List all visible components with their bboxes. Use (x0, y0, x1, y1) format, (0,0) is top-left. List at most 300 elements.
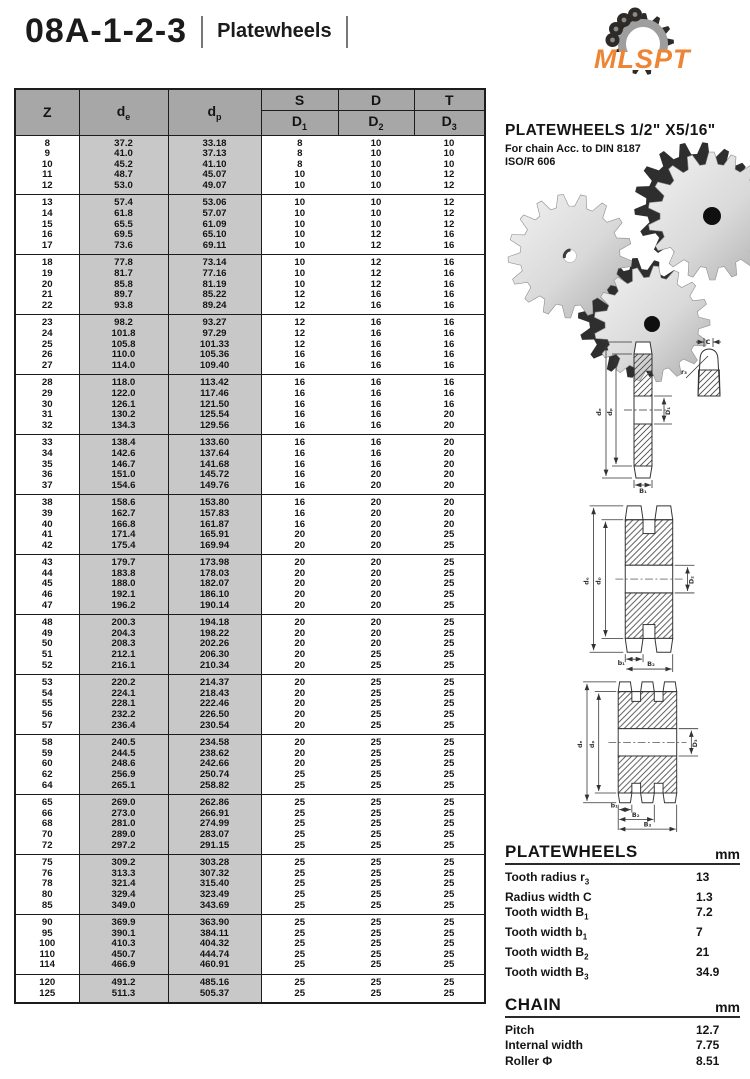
table-cell: 20 (370, 518, 382, 530)
table-cell: 154.6 (79, 481, 168, 495)
table-cell: 10 (294, 257, 306, 269)
table-cell: 369.9 (79, 915, 168, 929)
table-cell: 16 (370, 398, 382, 410)
table-cell: 165.91 (168, 530, 261, 541)
table-cell: 109.40 (168, 361, 261, 375)
table-row (15, 841, 485, 855)
table-cell: 25 (443, 867, 455, 879)
table-cell: 25 (370, 719, 382, 731)
dim-label-b2: B₂ (647, 660, 655, 669)
table-cell: 16 (294, 377, 306, 389)
product-subtitle-1: For chain Acc. to DIN 8187 (505, 143, 641, 155)
table-cell: 25 (443, 899, 455, 911)
table-cell: 196.2 (79, 601, 168, 615)
table-cell: 20 (443, 419, 455, 431)
table-group (15, 315, 485, 375)
table-cell: 16 (443, 289, 455, 301)
table-row (15, 819, 485, 830)
spec-unit: mm (715, 998, 740, 1015)
table-cell: 321.4 (79, 879, 168, 890)
dim-label-dp: dₚ (588, 740, 596, 749)
table-row (15, 855, 485, 869)
dim-label-r3: r₃ (680, 368, 688, 376)
table-cell: 57.4 (79, 195, 168, 209)
dim-label-b1: b₁ (617, 659, 625, 668)
table-row (15, 449, 485, 460)
table-cell: 25 (370, 698, 382, 710)
table-cell: 73.6 (79, 241, 168, 255)
table-cell: 25 (443, 627, 455, 639)
table-row (15, 661, 485, 675)
table-cell: 20 (294, 659, 306, 671)
table-cell: 212.1 (79, 650, 168, 661)
table-cell: 460.91 (168, 960, 261, 974)
table-cell: 138.4 (79, 435, 168, 449)
table-cell: 105.36 (168, 350, 261, 361)
table-cell: 16 (443, 268, 455, 280)
table-cell: 10 (294, 208, 306, 220)
spec-row (505, 965, 740, 985)
table-cell: 307.32 (168, 869, 261, 880)
table-cell: 161.87 (168, 520, 261, 531)
table-cell: 8 (297, 158, 303, 170)
table-cell: 48.7 (79, 170, 168, 181)
table-cell: 236.4 (79, 721, 168, 735)
table-cell: 20 (370, 638, 382, 650)
table-cell: 228.1 (79, 699, 168, 710)
table-cell: 122.0 (79, 389, 168, 400)
table-cell: 16 (294, 387, 306, 399)
table-row (15, 280, 485, 291)
table-cell: 390.1 (79, 929, 168, 940)
dim-label-d3: D₃ (692, 739, 700, 748)
table-row (15, 950, 485, 961)
table-cell: 222.46 (168, 699, 261, 710)
table-row (15, 160, 485, 171)
table-row (15, 470, 485, 481)
table-cell: 20 (294, 758, 306, 770)
table-row (15, 890, 485, 901)
table-row (15, 195, 485, 209)
table-cell: 248.6 (79, 759, 168, 770)
table-cell: 117.46 (168, 389, 261, 400)
table-cell: 52 (15, 661, 79, 675)
table-cell: 101.8 (79, 329, 168, 340)
table-row (15, 735, 485, 749)
table-row (15, 301, 485, 315)
table-row (15, 410, 485, 421)
table-row (15, 269, 485, 280)
table-cell: 55 (15, 699, 79, 710)
table-cell: 50 (15, 639, 79, 650)
table-cell: 12 (294, 289, 306, 301)
table-cell: 25 (370, 768, 382, 780)
table-group (15, 435, 485, 495)
table-cell: 120 (15, 975, 79, 989)
table-cell: 68 (15, 819, 79, 830)
table-cell: 42 (15, 541, 79, 555)
table-cell: 20 (294, 737, 306, 749)
table-cell: 20 (443, 479, 455, 491)
product-title: PLATEWHEELS 1/2" X5/16" (505, 122, 716, 139)
table-cell: 25 (443, 977, 455, 989)
table-row (15, 929, 485, 940)
table-cell: 25 (443, 659, 455, 671)
spec-unit: mm (715, 846, 740, 862)
spec-row (505, 1038, 740, 1054)
table-cell: 25 (443, 888, 455, 900)
table-cell: 57.07 (168, 209, 261, 220)
table-cell: 262.86 (168, 795, 261, 809)
table-cell: 130.2 (79, 410, 168, 421)
table-cell: 45 (15, 579, 79, 590)
table-cell: 65.10 (168, 230, 261, 241)
table-cell: 182.07 (168, 579, 261, 590)
table-cell: 75 (15, 855, 79, 869)
table-cell: 12 (370, 257, 382, 269)
table-row (15, 389, 485, 400)
table-row (15, 361, 485, 375)
table-row (15, 541, 485, 555)
table-cell: 25 (443, 768, 455, 780)
table-row (15, 350, 485, 361)
table-cell: 190.14 (168, 601, 261, 615)
col-header-d3: $D_3$ (414, 110, 485, 135)
table-cell: 25 (443, 927, 455, 939)
table-cell: 25 (370, 828, 382, 840)
table-cell: 20 (443, 469, 455, 481)
table-cell: 343.69 (168, 901, 261, 915)
divider (346, 16, 348, 48)
table-cell: 58 (15, 735, 79, 749)
table-row (15, 879, 485, 890)
spec-value: 13 (696, 870, 710, 884)
dim-label-b1: B₁ (639, 487, 647, 495)
table-cell: 10 (443, 158, 455, 170)
table-cell: 39 (15, 509, 79, 520)
table-cell: 59 (15, 749, 79, 760)
table-cell: 30 (15, 400, 79, 411)
table-cell: 25 (443, 589, 455, 601)
table-cell: 141.68 (168, 460, 261, 471)
table-group (15, 375, 485, 435)
table-cell: 20 (370, 627, 382, 639)
table-cell: 25 (443, 539, 455, 551)
table-cell: 37 (15, 481, 79, 495)
table-cell: 23 (15, 315, 79, 329)
table-cell: 100 (15, 939, 79, 950)
table-cell: 206.30 (168, 650, 261, 661)
dim-label-d1: D₁ (664, 406, 672, 416)
table-cell: 16 (443, 387, 455, 399)
table-cell: 273.0 (79, 809, 168, 820)
table-cell: 25 (370, 938, 382, 950)
table-cell: 10 (370, 179, 382, 191)
table-cell: 93.8 (79, 301, 168, 315)
table-cell: 12 (443, 197, 455, 209)
product-photo (500, 176, 748, 332)
dim-label-c: C (705, 338, 711, 346)
spec-row (505, 945, 740, 965)
table-group (15, 555, 485, 615)
table-cell: 44 (15, 569, 79, 580)
table-cell: 16 (294, 458, 306, 470)
col-header-s: S (261, 89, 338, 110)
table-cell: 64 (15, 781, 79, 795)
table-cell: 25 (294, 959, 306, 971)
table-row (15, 939, 485, 950)
table-row (15, 340, 485, 351)
table-row (15, 149, 485, 160)
table-cell: 25 (443, 687, 455, 699)
table-cell: 10 (370, 218, 382, 230)
table-cell: 20 (294, 539, 306, 551)
table-cell: 20 (370, 469, 382, 481)
table-row (15, 509, 485, 520)
table-cell: 20 (294, 698, 306, 710)
table-cell: 20 (294, 578, 306, 590)
table-cell: 89.7 (79, 290, 168, 301)
table-cell: 114.0 (79, 361, 168, 375)
table-cell: 16 (294, 409, 306, 421)
table-cell: 16 (443, 359, 455, 371)
table-cell: 129.56 (168, 421, 261, 435)
table-cell: 25 (443, 567, 455, 579)
table-row (15, 579, 485, 590)
table-cell: 28 (15, 375, 79, 389)
table-cell: 12 (294, 317, 306, 329)
table-row (15, 135, 485, 149)
table-cell: 20 (294, 747, 306, 759)
table-cell: 25 (294, 977, 306, 989)
table-cell: 25 (294, 768, 306, 780)
table-cell: 162.7 (79, 509, 168, 520)
table-cell: 113.42 (168, 375, 261, 389)
table-cell: 25 (443, 758, 455, 770)
table-row (15, 869, 485, 880)
table-cell: 25 (370, 987, 382, 999)
table-cell: 53.06 (168, 195, 261, 209)
divider (201, 16, 203, 48)
table-cell: 45.2 (79, 160, 168, 171)
logo-text: MLSPT (594, 44, 691, 74)
table-cell: 25 (443, 818, 455, 830)
table-cell: 146.7 (79, 460, 168, 471)
table-cell: 25 (294, 987, 306, 999)
table-cell: 166.8 (79, 520, 168, 531)
table-row (15, 569, 485, 580)
table-group (15, 195, 485, 255)
spec-row (505, 890, 740, 906)
spec-value: 8.51 (696, 1053, 720, 1068)
table-cell: 16 (294, 447, 306, 459)
table-row (15, 830, 485, 841)
table-cell: 25 (370, 867, 382, 879)
table-group (15, 135, 485, 195)
table-cell: 16 (370, 349, 382, 361)
table-cell: 20 (294, 719, 306, 731)
table-cell: 29 (15, 389, 79, 400)
table-cell: 466.9 (79, 960, 168, 974)
table-cell: 25 (370, 948, 382, 960)
table-cell: 12 (370, 229, 382, 241)
table-cell: 16 (294, 419, 306, 431)
table-row (15, 915, 485, 929)
table-cell: 410.3 (79, 939, 168, 950)
table-cell: 25 (294, 839, 306, 851)
table-cell: 60 (15, 759, 79, 770)
drawing-single-platewheel (548, 336, 748, 494)
table-row (15, 721, 485, 735)
col-header-d: D (338, 89, 414, 110)
table-cell: 69.11 (168, 241, 261, 255)
table-cell: 16 (370, 419, 382, 431)
table-cell: 183.8 (79, 569, 168, 580)
table-cell: 16 (443, 338, 455, 350)
dim-label-dp: dₚ (606, 408, 614, 416)
table-cell: 16 (370, 289, 382, 301)
table-cell: 218.43 (168, 689, 261, 700)
table-cell: 10 (294, 218, 306, 230)
table-cell: 10 (370, 197, 382, 209)
table-cell: 250.74 (168, 770, 261, 781)
table-cell: 20 (443, 437, 455, 449)
table-cell: 25 (294, 948, 306, 960)
table-row (15, 329, 485, 340)
spec-value: 12.7 (696, 1022, 720, 1037)
table-cell: 78 (15, 879, 79, 890)
table-cell: 16 (294, 507, 306, 519)
spec-label: Tooth width $b_1$ (505, 925, 588, 942)
table-cell: 33.18 (168, 135, 261, 149)
table-cell: 20 (294, 687, 306, 699)
table-cell: 450.7 (79, 950, 168, 961)
spec-label: Tooth width $B_2$ (505, 945, 589, 962)
table-cell: 16 (294, 437, 306, 449)
table-cell: 16 (443, 278, 455, 290)
table-cell: 16 (370, 328, 382, 339)
table-cell: 25 (443, 599, 455, 611)
table-cell: 25 (443, 617, 455, 629)
table-cell: 16 (370, 409, 382, 421)
table-cell: 56 (15, 710, 79, 721)
table-cell: 16 (370, 458, 382, 470)
table-row (15, 220, 485, 231)
spec-value: 7 (696, 925, 703, 940)
table-cell: 66 (15, 809, 79, 820)
table-cell: 43 (15, 555, 79, 569)
table-cell: 61.09 (168, 220, 261, 231)
table-cell: 25 (370, 857, 382, 869)
table-row (15, 255, 485, 269)
table-cell: 224.1 (79, 689, 168, 700)
table-group (15, 615, 485, 675)
table-cell: 25 (294, 938, 306, 950)
table-cell: 70 (15, 830, 79, 841)
table-cell: 210.34 (168, 661, 261, 675)
table-cell: 10 (370, 208, 382, 220)
table-cell: 134.3 (79, 421, 168, 435)
spec-row (505, 905, 740, 925)
table-cell: 126.1 (79, 400, 168, 411)
table-cell: 16 (443, 299, 455, 311)
table-cell: 25 (443, 857, 455, 869)
table-cell: 20 (294, 627, 306, 639)
table-cell: 20 (443, 518, 455, 530)
table-cell: 85 (15, 901, 79, 915)
table-cell: 214.37 (168, 675, 261, 689)
table-cell: 12 (443, 208, 455, 220)
spec-label: Radius width C (505, 889, 592, 904)
table-cell: 20 (443, 497, 455, 509)
table-cell: 27 (15, 361, 79, 375)
dim-label-b1: b₁ (610, 802, 618, 810)
table-cell: 133.60 (168, 435, 261, 449)
table-cell: 25 (443, 839, 455, 851)
dim-label-d2: D₂ (687, 576, 696, 585)
spec-title: CHAIN (505, 994, 562, 1014)
table-cell: 25 (443, 959, 455, 971)
table-cell: 25 (370, 649, 382, 661)
table-cell: 25 (443, 649, 455, 661)
table-cell: 16 (370, 437, 382, 449)
table-cell: 16 (443, 398, 455, 410)
table-cell: 47 (15, 601, 79, 615)
table-cell: 10 (294, 268, 306, 280)
table-cell: 25 (294, 927, 306, 939)
table-cell: 491.2 (79, 975, 168, 989)
table-cell: 179.7 (79, 555, 168, 569)
table-row (15, 689, 485, 700)
spec-title: PLATEWHEELS (505, 842, 638, 861)
table-cell: 289.0 (79, 830, 168, 841)
spec-value: 7.2 (696, 905, 713, 920)
table-cell: 291.15 (168, 841, 261, 855)
table-cell: 315.40 (168, 879, 261, 890)
table-cell: 171.4 (79, 530, 168, 541)
spec-value: 34.9 (696, 965, 720, 980)
table-cell: 16 (370, 299, 382, 311)
table-cell: 153.80 (168, 495, 261, 509)
table-group (15, 735, 485, 795)
spec-panel (505, 842, 740, 1079)
table-row (15, 675, 485, 689)
table-group (15, 255, 485, 315)
table-cell: 202.26 (168, 639, 261, 650)
table-cell: 16 (370, 317, 382, 329)
table-cell: 20 (294, 567, 306, 579)
table-cell: 12 (370, 239, 382, 251)
table-cell: 157.83 (168, 509, 261, 520)
spec-label: Internal width (505, 1038, 583, 1053)
table-cell: 20 (370, 497, 382, 509)
table-cell: 16 (370, 387, 382, 399)
table-cell: 25 (443, 797, 455, 809)
table-cell: 41 (15, 530, 79, 541)
table-cell: 12 (370, 268, 382, 280)
table-cell: 57 (15, 721, 79, 735)
table-cell: 265.1 (79, 781, 168, 795)
table-cell: 95 (15, 929, 79, 940)
table-cell: 186.10 (168, 590, 261, 601)
table-cell: 16 (370, 338, 382, 350)
dim-label-de: dₑ (577, 740, 585, 749)
table-cell: 90 (15, 915, 79, 929)
table-cell: 20 (15, 280, 79, 291)
table-cell: 17 (15, 241, 79, 255)
table-row (15, 555, 485, 569)
table-row (15, 241, 485, 255)
